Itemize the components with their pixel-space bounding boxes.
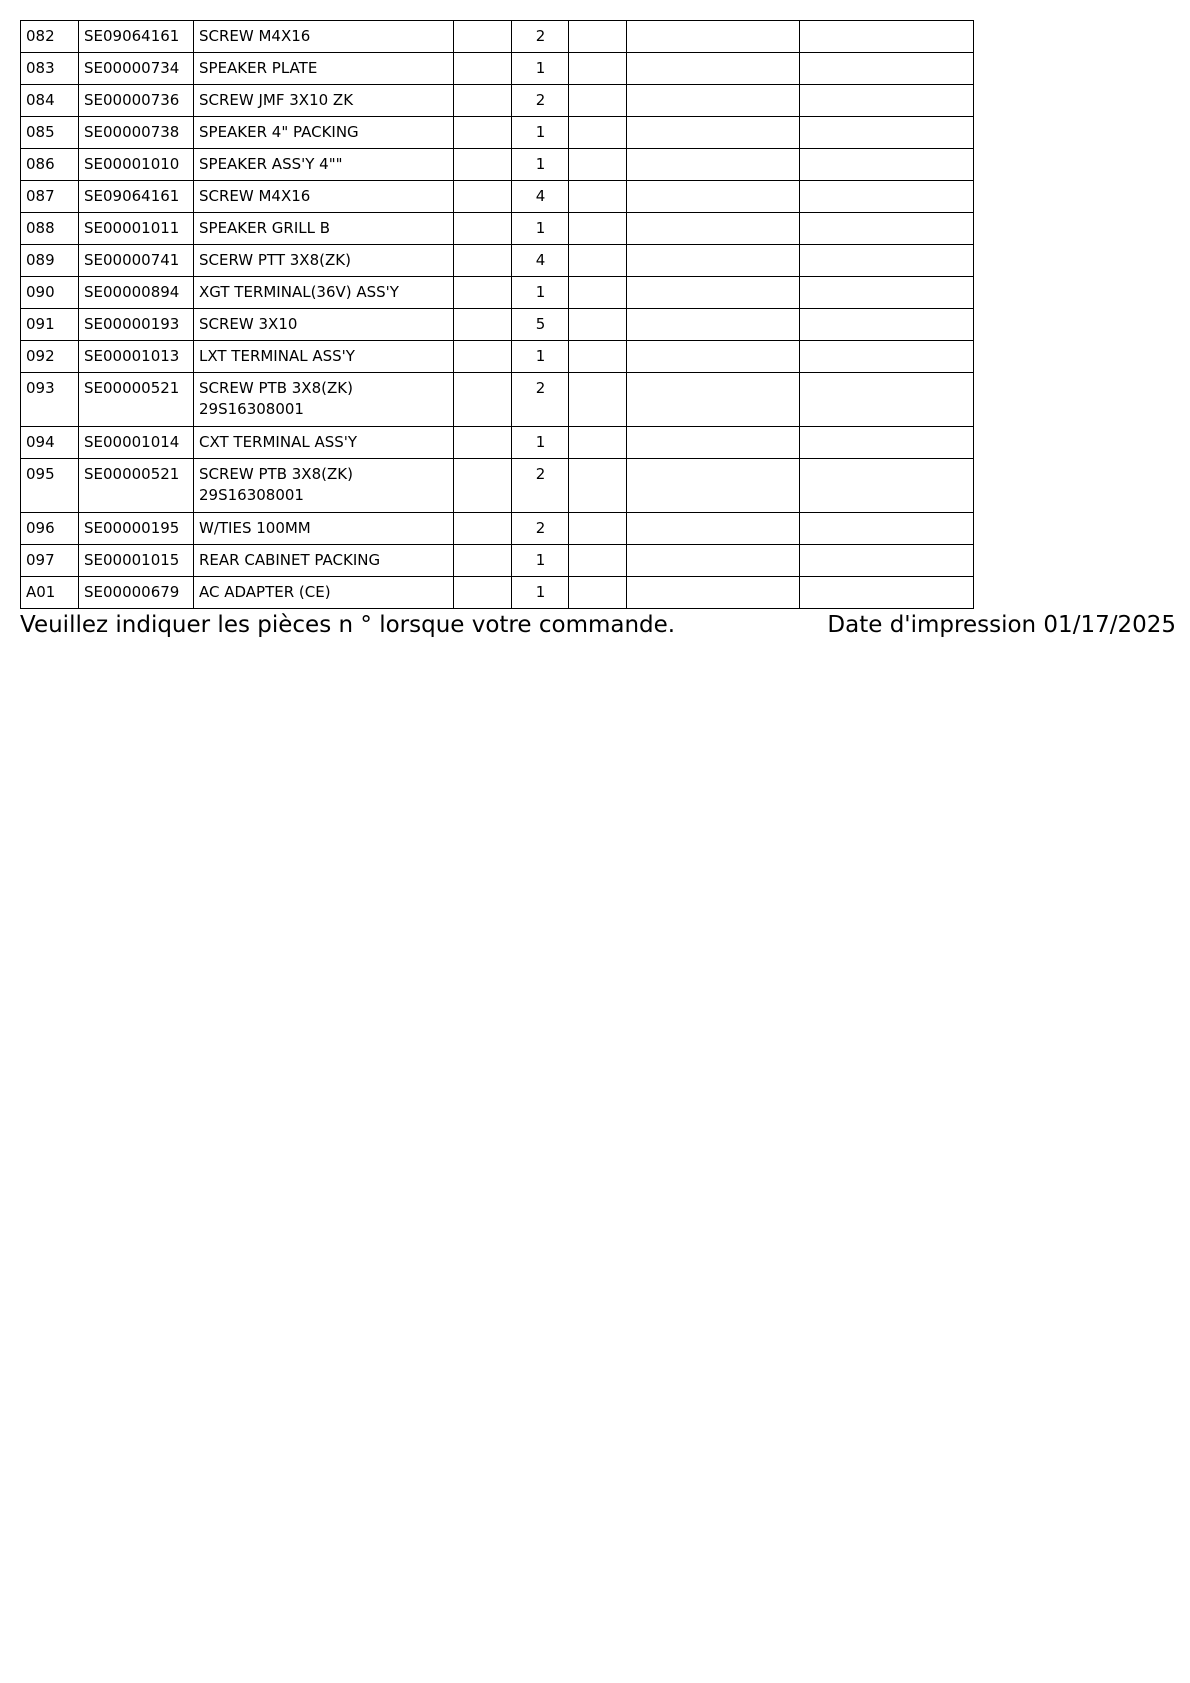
part-number: 095 [21, 459, 79, 513]
empty-cell [627, 341, 800, 373]
empty-cell [569, 213, 627, 245]
part-number: 090 [21, 277, 79, 309]
part-name: AC ADAPTER (CE) [194, 577, 454, 609]
part-quantity: 5 [512, 309, 569, 341]
empty-cell [454, 309, 512, 341]
part-number: A01 [21, 577, 79, 609]
table-row [21, 427, 974, 459]
empty-cell [800, 181, 974, 213]
empty-cell [569, 577, 627, 609]
part-name: SCREW PTB 3X8(ZK) 29S16308001 [194, 459, 454, 513]
empty-cell [800, 309, 974, 341]
empty-cell [569, 149, 627, 181]
empty-cell [454, 245, 512, 277]
table-row [21, 277, 974, 309]
part-code: SE00000734 [79, 53, 194, 85]
part-code: SE00001011 [79, 213, 194, 245]
empty-cell [569, 309, 627, 341]
empty-cell [569, 427, 627, 459]
part-number: 083 [21, 53, 79, 85]
part-name: SPEAKER PLATE [194, 53, 454, 85]
part-code: SE00000521 [79, 373, 194, 427]
empty-cell [454, 577, 512, 609]
part-number: 094 [21, 427, 79, 459]
print-date: Date d'impression 01/17/2025 [827, 612, 1176, 638]
empty-cell [800, 459, 974, 513]
table-row [21, 309, 974, 341]
part-quantity: 4 [512, 181, 569, 213]
table-row [21, 117, 974, 149]
part-number: 089 [21, 245, 79, 277]
part-code: SE00000736 [79, 85, 194, 117]
part-quantity: 1 [512, 341, 569, 373]
empty-cell [627, 373, 800, 427]
part-number: 091 [21, 309, 79, 341]
empty-cell [627, 427, 800, 459]
empty-cell [627, 513, 800, 545]
empty-cell [569, 277, 627, 309]
empty-cell [627, 85, 800, 117]
table-row [21, 53, 974, 85]
part-number: 096 [21, 513, 79, 545]
part-number: 088 [21, 213, 79, 245]
parts-table [20, 20, 974, 609]
part-quantity: 1 [512, 213, 569, 245]
empty-cell [627, 245, 800, 277]
empty-cell [627, 53, 800, 85]
part-number: 092 [21, 341, 79, 373]
part-number: 082 [21, 21, 79, 53]
empty-cell [454, 373, 512, 427]
empty-cell [800, 341, 974, 373]
empty-cell [454, 85, 512, 117]
part-code: SE00000521 [79, 459, 194, 513]
part-quantity: 2 [512, 21, 569, 53]
empty-cell [800, 545, 974, 577]
empty-cell [800, 149, 974, 181]
empty-cell [800, 213, 974, 245]
empty-cell [569, 545, 627, 577]
empty-cell [454, 459, 512, 513]
empty-cell [569, 181, 627, 213]
empty-cell [454, 545, 512, 577]
part-name: SCREW JMF 3X10 ZK [194, 85, 454, 117]
empty-cell [569, 53, 627, 85]
part-name: REAR CABINET PACKING [194, 545, 454, 577]
part-code: SE00000894 [79, 277, 194, 309]
part-name: SCREW M4X16 [194, 181, 454, 213]
table-row [21, 149, 974, 181]
part-name: CXT TERMINAL ASS'Y [194, 427, 454, 459]
part-quantity: 2 [512, 459, 569, 513]
part-name: SCERW PTT 3X8(ZK) [194, 245, 454, 277]
part-number: 093 [21, 373, 79, 427]
order-instruction-note: Veuillez indiquer les pièces n ° lorsque votre commande. [20, 612, 676, 638]
part-quantity: 2 [512, 513, 569, 545]
part-name: SCREW M4X16 [194, 21, 454, 53]
empty-cell [454, 277, 512, 309]
part-code: SE00000738 [79, 117, 194, 149]
part-number: 087 [21, 181, 79, 213]
empty-cell [627, 577, 800, 609]
empty-cell [454, 117, 512, 149]
empty-cell [454, 513, 512, 545]
part-quantity: 1 [512, 427, 569, 459]
part-quantity: 1 [512, 149, 569, 181]
part-name: XGT TERMINAL(36V) ASS'Y [194, 277, 454, 309]
part-quantity: 4 [512, 245, 569, 277]
empty-cell [800, 513, 974, 545]
part-code: SE09064161 [79, 181, 194, 213]
part-quantity: 1 [512, 53, 569, 85]
empty-cell [800, 577, 974, 609]
part-code: SE00000679 [79, 577, 194, 609]
empty-cell [569, 341, 627, 373]
part-quantity: 1 [512, 545, 569, 577]
empty-cell [800, 21, 974, 53]
part-name: W/TIES 100MM [194, 513, 454, 545]
part-quantity: 2 [512, 85, 569, 117]
part-code: SE00001010 [79, 149, 194, 181]
part-name: SCREW PTB 3X8(ZK) 29S16308001 [194, 373, 454, 427]
part-name: LXT TERMINAL ASS'Y [194, 341, 454, 373]
empty-cell [627, 21, 800, 53]
part-number: 084 [21, 85, 79, 117]
empty-cell [627, 459, 800, 513]
part-code: SE00001013 [79, 341, 194, 373]
empty-cell [627, 117, 800, 149]
part-code: SE00001014 [79, 427, 194, 459]
table-row [21, 85, 974, 117]
part-quantity: 1 [512, 117, 569, 149]
empty-cell [454, 21, 512, 53]
empty-cell [569, 513, 627, 545]
table-row [21, 545, 974, 577]
part-code: SE00000195 [79, 513, 194, 545]
table-row [21, 181, 974, 213]
table-row [21, 341, 974, 373]
empty-cell [569, 21, 627, 53]
part-code: SE00001015 [79, 545, 194, 577]
empty-cell [800, 85, 974, 117]
part-code: SE00000741 [79, 245, 194, 277]
empty-cell [454, 53, 512, 85]
empty-cell [800, 53, 974, 85]
part-number: 097 [21, 545, 79, 577]
table-row [21, 373, 974, 427]
empty-cell [627, 181, 800, 213]
empty-cell [800, 427, 974, 459]
empty-cell [454, 341, 512, 373]
table-row [21, 21, 974, 53]
part-code: SE00000193 [79, 309, 194, 341]
table-row [21, 577, 974, 609]
empty-cell [627, 545, 800, 577]
empty-cell [627, 277, 800, 309]
part-number: 085 [21, 117, 79, 149]
part-code: SE09064161 [79, 21, 194, 53]
table-row [21, 459, 974, 513]
table-row [21, 245, 974, 277]
empty-cell [800, 117, 974, 149]
empty-cell [454, 427, 512, 459]
empty-cell [800, 245, 974, 277]
part-name: SPEAKER ASS'Y 4"" [194, 149, 454, 181]
parts-table-body [21, 21, 974, 609]
empty-cell [454, 149, 512, 181]
part-name: SPEAKER GRILL B [194, 213, 454, 245]
part-name: SPEAKER 4" PACKING [194, 117, 454, 149]
empty-cell [569, 245, 627, 277]
empty-cell [454, 181, 512, 213]
part-quantity: 1 [512, 577, 569, 609]
table-row [21, 513, 974, 545]
empty-cell [569, 117, 627, 149]
empty-cell [569, 373, 627, 427]
empty-cell [800, 277, 974, 309]
part-number: 086 [21, 149, 79, 181]
empty-cell [569, 85, 627, 117]
empty-cell [627, 309, 800, 341]
empty-cell [627, 213, 800, 245]
empty-cell [569, 459, 627, 513]
table-row [21, 213, 974, 245]
empty-cell [454, 213, 512, 245]
part-quantity: 1 [512, 277, 569, 309]
part-name: SCREW 3X10 [194, 309, 454, 341]
part-quantity: 2 [512, 373, 569, 427]
empty-cell [800, 373, 974, 427]
empty-cell [627, 149, 800, 181]
